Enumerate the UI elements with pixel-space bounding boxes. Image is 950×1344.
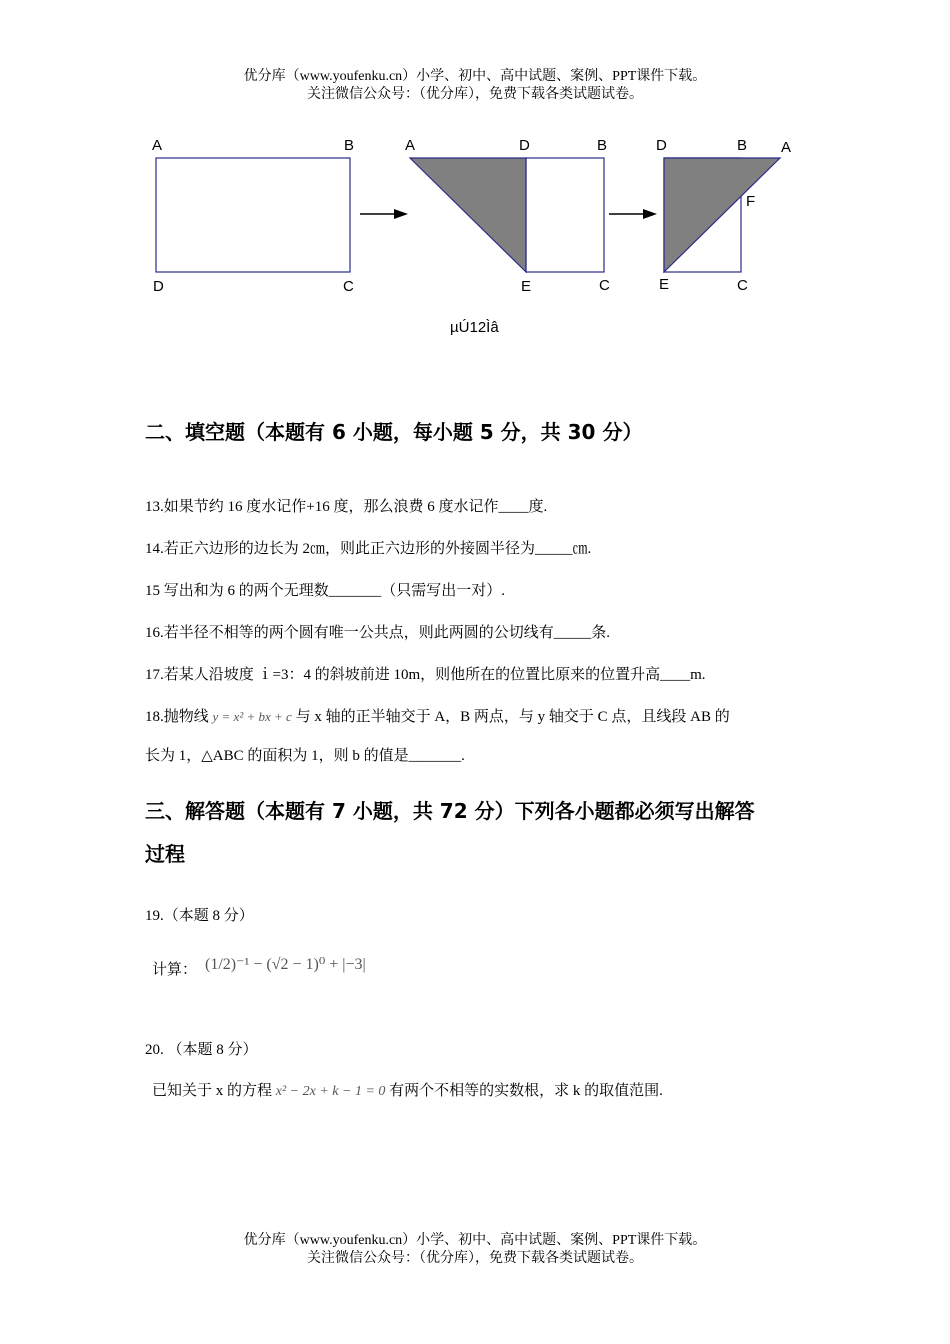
- question-15: 15 写出和为 6 的两个无理数_______（只需写出一对）.: [145, 583, 506, 599]
- question-19-header: 19.（本题 8 分）: [145, 908, 254, 924]
- shaded-triangle-folded: [664, 158, 780, 272]
- label-d-3: D: [656, 137, 667, 154]
- question-14: 14.若正六边形的边长为 2㎝，则此正六边形的外接圆半径为_____㎝.: [145, 541, 592, 557]
- question-20-equation: x² − 2x + k − 1 = 0: [275, 1084, 386, 1099]
- geometry-figure: [0, 0, 950, 340]
- question-18-text: 与 x 轴的正半轴交于 A，B 两点，与 y 轴交于 C 点，且线段 AB 的: [295, 709, 730, 725]
- label-b-3: B: [737, 137, 748, 154]
- question-20-body: [152, 1079, 663, 1100]
- label-c-1: C: [343, 278, 354, 295]
- arrow-right-icon-2: [609, 209, 657, 219]
- question-18-line-1: [145, 705, 730, 726]
- label-c-2: C: [599, 277, 610, 294]
- section-2-title: 二、填空题（本题有 6 小题，每小题 5 分，共 30 分）: [145, 420, 643, 444]
- question-18-equation: y = x² + bx + c: [212, 709, 292, 724]
- header-line-1: 优分库（www.youfenku.cn）小学、初中、高中试题、案例、PPT课件下载。: [243, 69, 707, 84]
- label-a-1: A: [152, 137, 163, 154]
- shaded-triangle-ade: [410, 158, 526, 272]
- question-20-text: 有两个不相等的实数根，求 k 的取值范围.: [389, 1083, 663, 1099]
- label-a-2: A: [405, 137, 416, 154]
- question-20-header: 20. （本题 8 分）: [145, 1042, 258, 1058]
- question-13: 13.如果节约 16 度水记作+16 度，那么浪费 6 度水记作____度.: [145, 499, 548, 515]
- section-3-title-line-1: 三、解答题（本题有 7 小题，共 72 分）下列各小题都必须写出解答: [145, 799, 755, 823]
- label-d-1: D: [153, 278, 164, 295]
- arrow-right-icon-1: [360, 209, 408, 219]
- figure-caption: µÚ12Ìâ: [450, 319, 499, 336]
- question-18-prefix: 18.抛物线: [145, 709, 209, 725]
- question-20-prefix: 已知关于 x 的方程: [152, 1083, 273, 1099]
- label-d-2: D: [519, 137, 530, 154]
- question-16: 16.若半径不相等的两个圆有唯一公共点，则此两圆的公切线有_____条.: [145, 625, 611, 641]
- footer-line-2: 关注微信公众号：（优分库），免费下载各类试题试卷。: [307, 1251, 643, 1266]
- question-19-expression: (1/2)⁻¹ − (√2 − 1)⁰ + |−3|: [205, 956, 366, 973]
- label-b-2: B: [597, 137, 608, 154]
- question-19-prefix: 计算：: [152, 962, 198, 978]
- footer-line-1: 优分库（www.youfenku.cn）小学、初中、高中试题、案例、PPT课件下载。: [243, 1233, 707, 1248]
- label-e-3: E: [659, 276, 670, 293]
- label-f-3: F: [746, 193, 756, 210]
- label-b-1: B: [344, 137, 355, 154]
- question-18-line-2: 长为 1，△ABC 的面积为 1，则 b 的值是_______.: [145, 748, 465, 764]
- rect-dbce: [526, 158, 604, 272]
- label-c-3: C: [737, 277, 748, 294]
- rect-abcd: [156, 158, 350, 272]
- question-17: 17.若某人沿坡度 ｉ=3：4 的斜坡前进 10m，则他所在的位置比原来的位置升高____m.: [145, 667, 706, 683]
- label-e-2: E: [521, 278, 532, 295]
- section-3-title-line-2: 过程: [145, 842, 185, 866]
- header-line-2: 关注微信公众号：（优分库），免费下载各类试题试卷。: [307, 87, 643, 102]
- label-a-3: A: [781, 139, 792, 156]
